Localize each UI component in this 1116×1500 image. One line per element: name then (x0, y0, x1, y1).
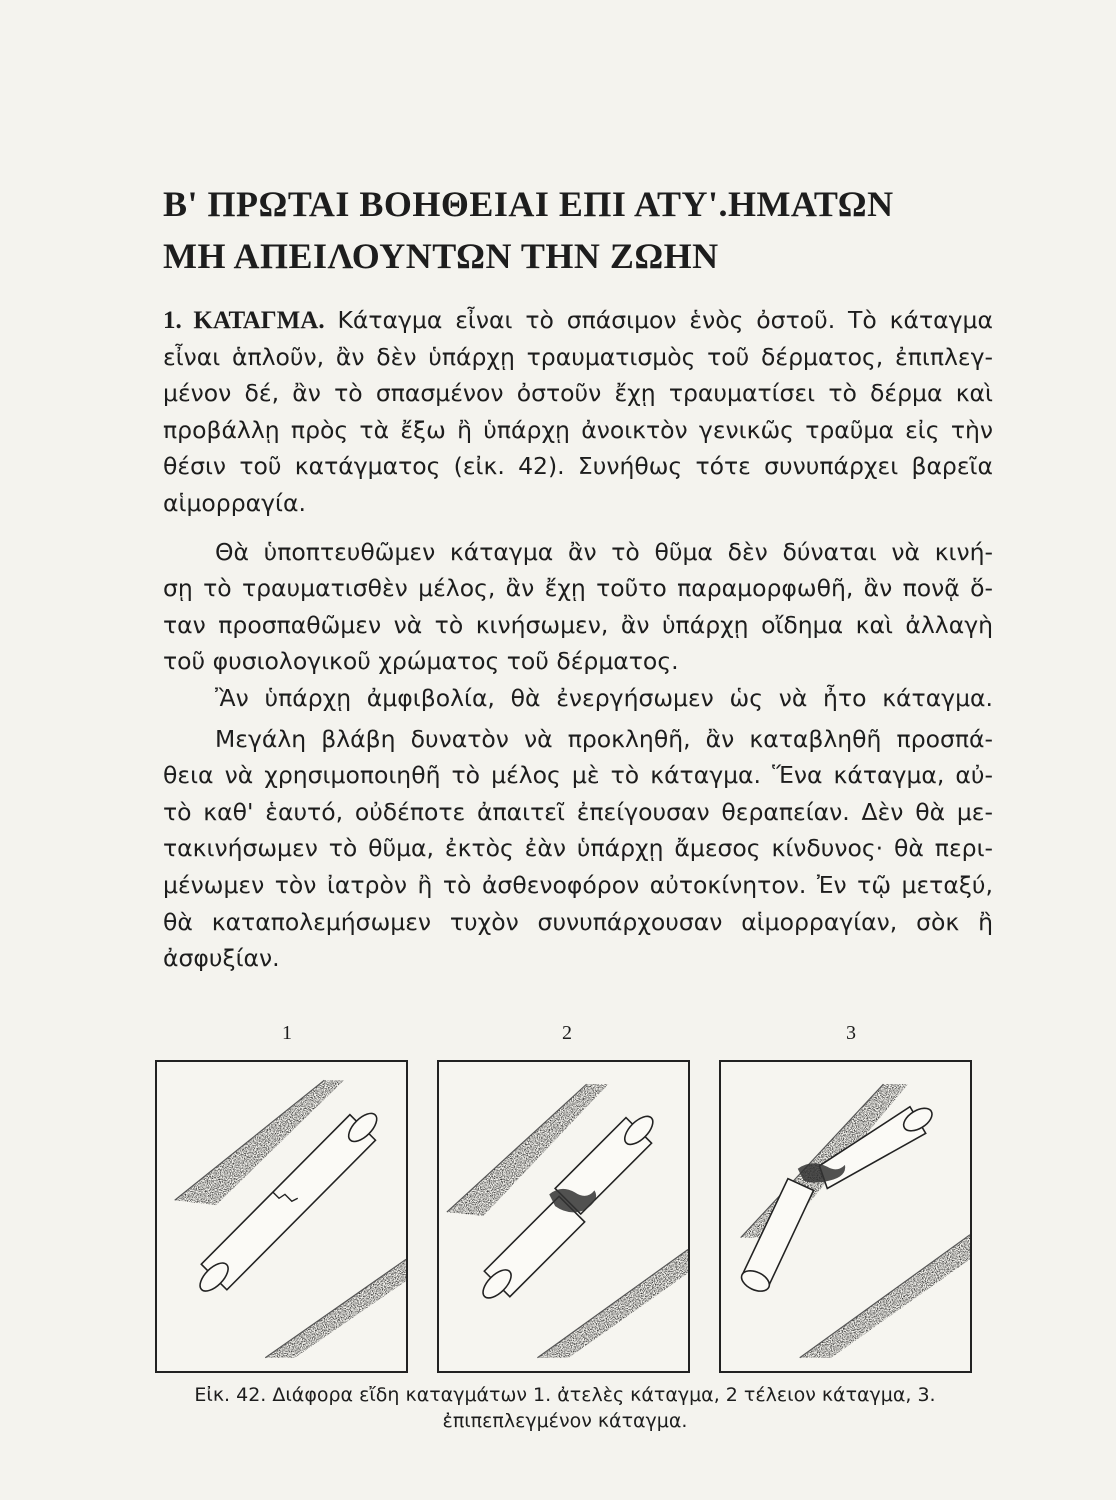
text-line: τοῦ φυσιολογικοῦ χρώματος τοῦ δέρματος. (163, 647, 679, 676)
text-line: Ἂν ὑπάρχῃ ἀμφιβολία, θὰ ἐνεργήσωμεν ὡς νὰ ἦτο κάταγμα. (215, 683, 993, 712)
figure-caption (150, 1382, 980, 1434)
text-line: ἀσφυξίαν. (163, 944, 280, 973)
figure-label-2: 2 (562, 1022, 572, 1044)
chapter-heading (163, 178, 963, 282)
heading-line-1: Β' ΠΡΩΤΑΙ ΒΟΗΘΕΙΑΙ ΕΠΙ ΑΤΥ'.ΗΜΑΤΩΝ (163, 184, 894, 224)
text-line: θεια νὰ χρησιμοποιηθῆ τὸ μέλος μὲ τὸ κάταγμα. Ἕνα κάταγμα, αὐ- (163, 761, 993, 790)
text-line: Μεγάλη βλάβη δυνατὸν νὰ προκληθῆ, ἂν καταβληθῆ προσπά- (215, 724, 993, 753)
text-line: μένωμεν τὸν ἰατρὸν ἢ τὸ ἀσθενοφόρον αὐτοκίνητον. Ἐν τῷ μεταξύ, (163, 870, 993, 899)
fracture-illustration-3 (721, 1062, 970, 1371)
figure-label-3: 3 (846, 1022, 856, 1044)
text-line: τακινήσωμεν τὸ θῦμα, ἐκτὸς ἐὰν ὑπάρχῃ ἄμεσος κίνδυνος· θὰ περι- (163, 834, 993, 863)
bone (738, 1104, 936, 1296)
text-line: μένον δέ, ἂν τὸ σπασμένον ὀστοῦν ἔχῃ τραυματίσει τὸ δέρμα καὶ (163, 379, 993, 408)
section-first-line-text: Κάταγμα εἶναι τὸ σπάσιμον ἑνὸς ὀστοῦ. Τὸ κάταγμα (337, 306, 993, 334)
text-line: ταν προσπαθῶμεν νὰ τὸ κινήσωμεν, ἂν ὑπάρχῃ οἴδημα καὶ ἀλλαγὴ (163, 610, 993, 639)
figure-label-1: 1 (282, 1022, 292, 1044)
text-line: θὰ καταπολεμήσωμεν τυχὸν συνυπάρχουσαν αἱμορραγίαν, σὸκ ἢ (163, 907, 993, 936)
caption-line-2: ἐπιπεπλεγμένον κάταγμα. (442, 1410, 688, 1432)
text-line: προβάλλῃ πρὸς τὰ ἔξω ἢ ὑπάρχῃ ἀνοικτὸν γενικῶς τραῦμα εἰς τὴν (163, 415, 993, 444)
text-line: εἶναι ἁπλοῦν, ἂν δὲν ὑπάρχῃ τραυματισμὸς τοῦ δέρματος, ἐπιπλεγ- (163, 342, 993, 371)
text-line: τὸ καθ' ἑαυτό, οὐδέποτε ἀπαιτεῖ ἐπείγουσαν θεραπείαν. Δὲν θὰ με- (163, 797, 993, 826)
figure-panel-incomplete-fracture (155, 1060, 408, 1373)
body-text (163, 302, 993, 977)
fracture-illustration-2 (439, 1062, 688, 1371)
section-first-line (163, 302, 993, 339)
section-title: 1. ΚΑΤΑΓΜΑ. (163, 307, 325, 334)
text-line: σῃ τὸ τραυματισθὲν μέλος, ἂν ἔχῃ τοῦτο παραμορφωθῆ, ἂν πονᾷ ὅ- (163, 574, 993, 603)
bone (195, 1109, 381, 1296)
text-line: αἱμορραγία. (163, 488, 306, 517)
text-line: Θὰ ὑποπτευθῶμεν κάταγμα ἂν τὸ θῦμα δὲν δύναται νὰ κινή- (215, 537, 993, 566)
caption-line-1: Εἰκ. 42. Διάφορα εἴδη καταγμάτων 1. ἀτελὲς κάταγμα, 2 τέλειον κάταγμα, 3. (194, 1384, 936, 1406)
figure-panel-compound-fracture (719, 1060, 972, 1373)
figure-panel-complete-fracture (437, 1060, 690, 1373)
text-line: θέσιν τοῦ κατάγματος (εἰκ. 42). Συνήθως τότε συνυπάρχει βαρεῖα (163, 452, 993, 481)
heading-line-2: ΜΗ ΑΠΕΙΛΟΥΝΤΩΝ ΤΗΝ ΖΩΗΝ (163, 236, 719, 276)
fracture-illustration-1 (157, 1062, 406, 1371)
